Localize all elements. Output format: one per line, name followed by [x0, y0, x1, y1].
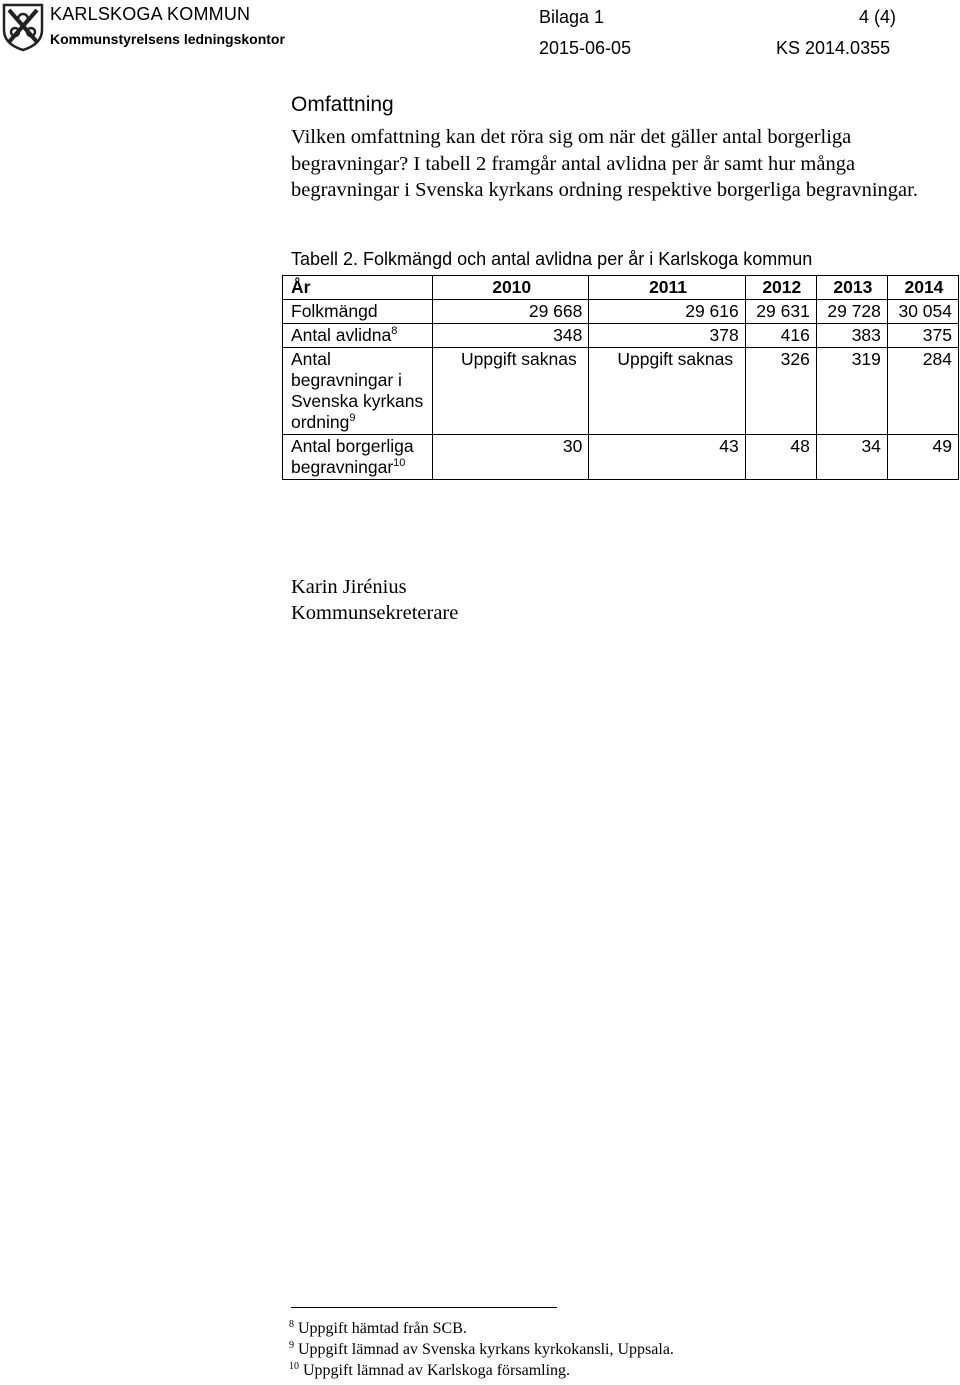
- table-cell: 319: [816, 348, 887, 435]
- table-cell: 416: [745, 324, 816, 348]
- body-paragraph: Vilken omfattning kan det röra sig om när det gäller antal borgerliga begravningar? I tabell 2 framgår antal avlidna per år samt hur många begravningar i Svenska kyrkans ordning respektive borgerliga begravningar.: [291, 126, 918, 201]
- row-label: Antal begravningar i Svenska kyrkans ordning$^9$: [283, 348, 433, 435]
- organization-name: KARLSKOGA KOMMUN: [50, 4, 251, 24]
- table-cell: 375: [887, 324, 958, 348]
- table-row: [283, 348, 959, 435]
- signer-title: Kommunsekreterare: [291, 602, 459, 624]
- table-cell: 29 668: [433, 300, 589, 324]
- table-cell: Uppgift saknas: [589, 348, 745, 435]
- attachment-label: Bilaga 1: [539, 7, 605, 27]
- header-cell: 2012: [745, 276, 816, 300]
- table-row: [283, 324, 959, 348]
- department-name: Kommunstyrelsens ledningskontor: [50, 31, 285, 47]
- footnote-separator: [291, 1307, 557, 1308]
- table-cell: 29 616: [589, 300, 745, 324]
- table-cell: 30 054: [887, 300, 958, 324]
- footnote-ref: 9: [349, 412, 356, 424]
- header-cell: 2010: [433, 276, 589, 300]
- table-cell: 348: [433, 324, 589, 348]
- table-cell: Uppgift saknas: [433, 348, 589, 435]
- header-cell: 2013: [816, 276, 887, 300]
- table-cell: 29 728: [816, 300, 887, 324]
- table-row: [283, 300, 959, 324]
- footnote: $^{10}$ Uppgift lämnad av Karlskoga församling.: [289, 1361, 571, 1379]
- signer-name: Karin Jirénius: [291, 576, 407, 598]
- signature-block: [291, 574, 458, 626]
- case-number: KS 2014.0355: [776, 38, 891, 58]
- table-cell: 43: [589, 435, 745, 480]
- header-cell: 2014: [887, 276, 958, 300]
- row-label: Antal avlidna$^8$: [283, 324, 433, 348]
- table-cell: 49: [887, 435, 958, 480]
- statistics-table: [282, 275, 959, 480]
- table-cell: 383: [816, 324, 887, 348]
- table-header-row: [283, 276, 959, 300]
- header-cell: 2011: [589, 276, 745, 300]
- table-row: [283, 435, 959, 480]
- karlskoga-crest-icon: [0, 2, 46, 52]
- table-cell: 48: [745, 435, 816, 480]
- table-caption: Tabell 2. Folkmängd och antal avlidna per år i Karlskoga kommun: [291, 249, 813, 269]
- footnotes: [289, 1318, 674, 1381]
- table-cell: 378: [589, 324, 745, 348]
- footnote-ref: 8: [391, 325, 398, 337]
- page-number: 4 (4): [859, 7, 897, 27]
- section-heading: Omfattning: [291, 93, 394, 116]
- row-label: Antal borgerliga begravningar$^{10}$: [283, 435, 433, 480]
- table-cell: 284: [887, 348, 958, 435]
- table-cell: 30: [433, 435, 589, 480]
- table-cell: 34: [816, 435, 887, 480]
- row-label: Folkmängd: [283, 300, 433, 324]
- footnote: $^8$ Uppgift hämtad från SCB.: [289, 1319, 467, 1337]
- document-date: 2015-06-05: [539, 38, 632, 58]
- table-cell: 326: [745, 348, 816, 435]
- footnote: $^9$ Uppgift lämnad av Svenska kyrkans kyrkokansli, Uppsala.: [289, 1340, 674, 1358]
- header-cell: År: [283, 276, 433, 300]
- table-cell: 29 631: [745, 300, 816, 324]
- footnote-ref: 10: [393, 457, 406, 469]
